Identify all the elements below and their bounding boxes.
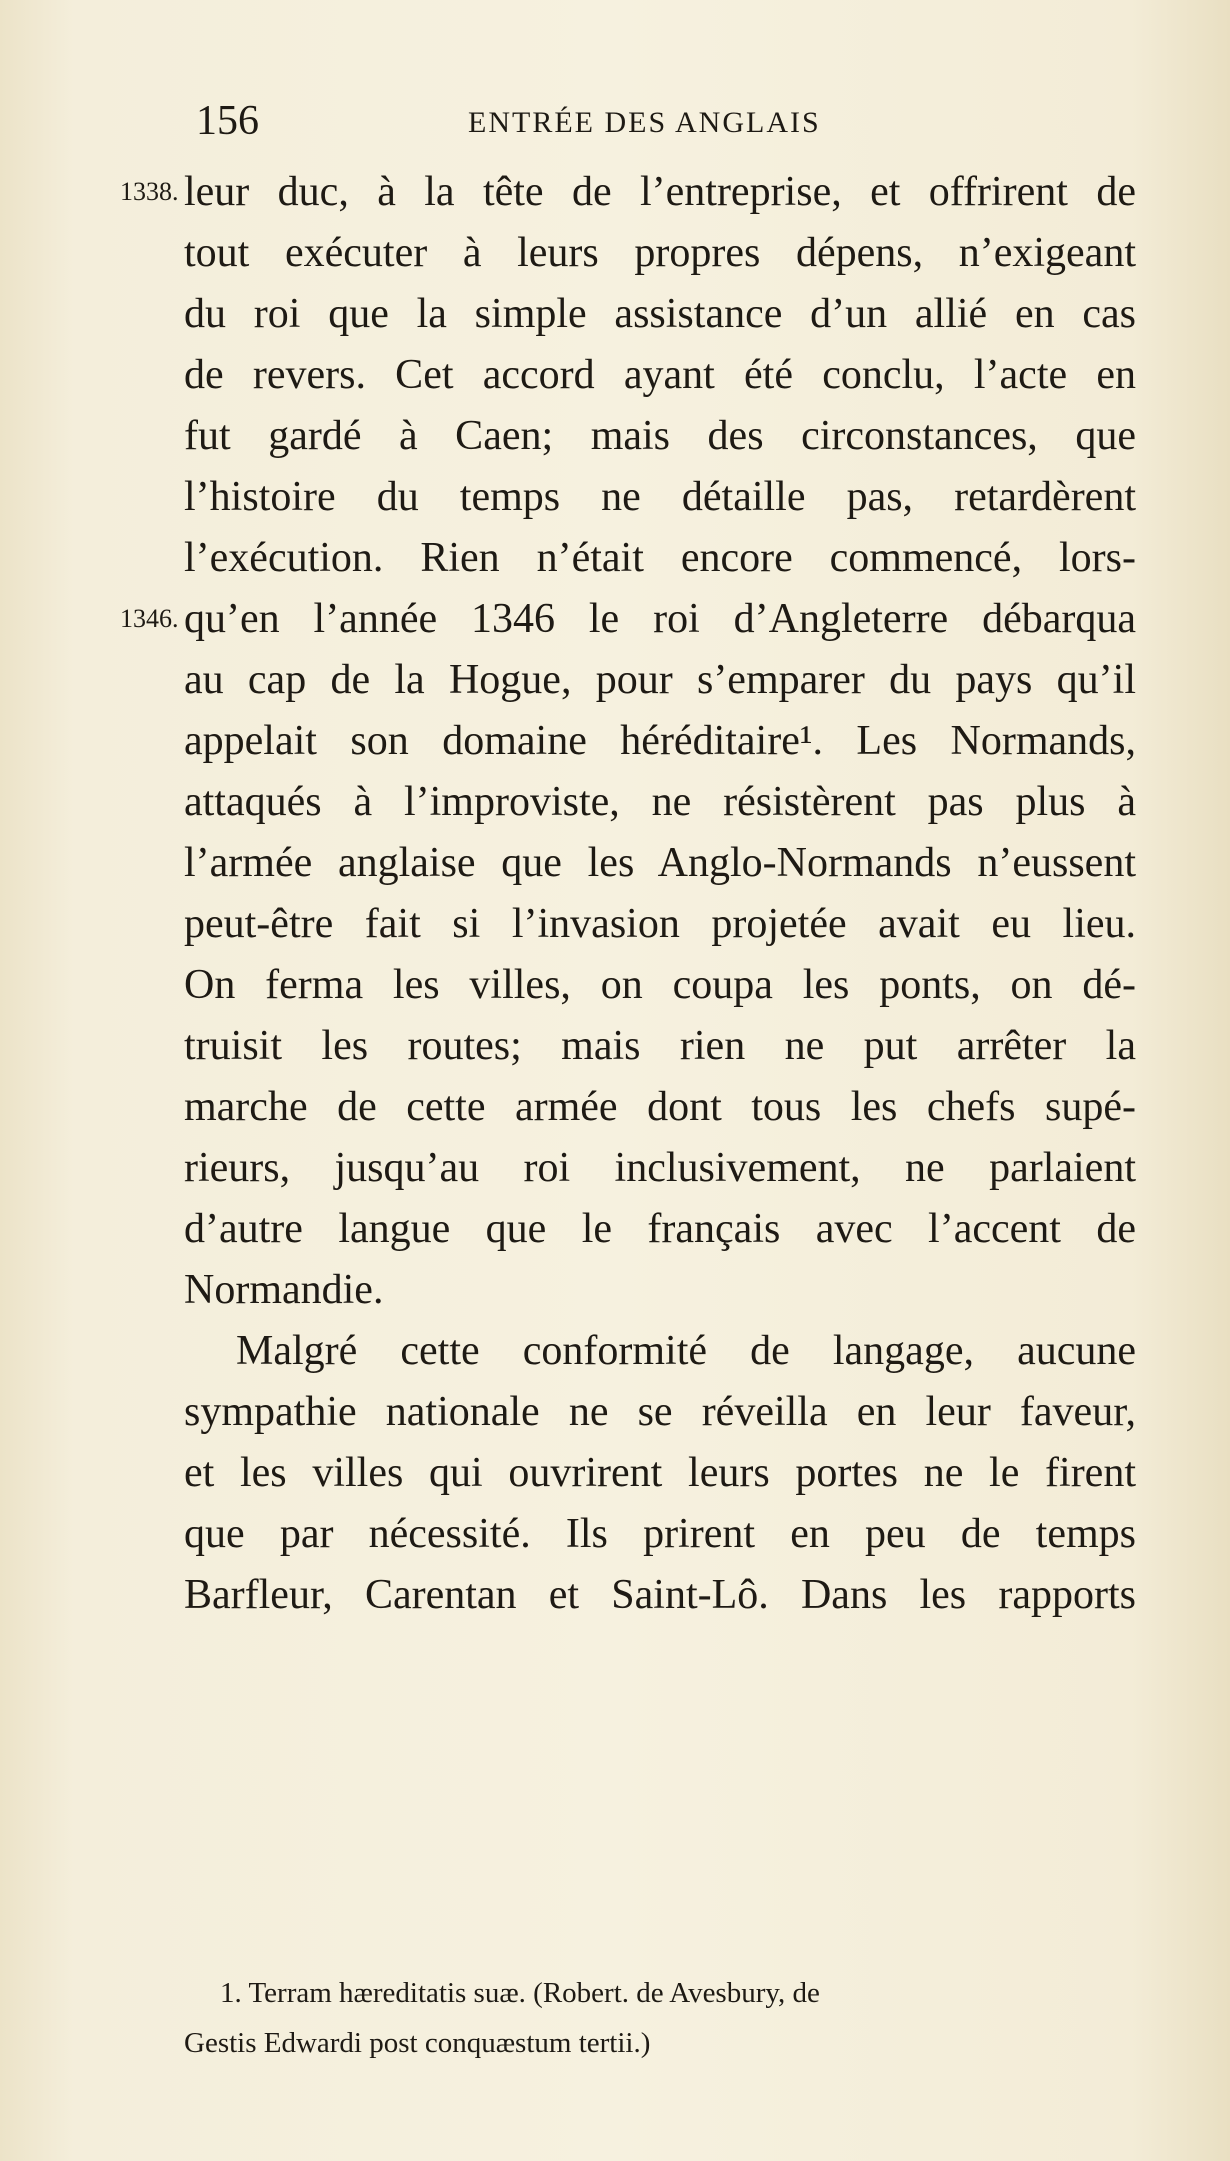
footnote	[184, 1968, 1136, 2068]
text-line: et les villes qui ouvrirent leurs portes ne le firent	[184, 1450, 1136, 1496]
text-line: que par nécessité. Ils prirent en peu de temps	[184, 1511, 1136, 1557]
main-text	[184, 162, 1136, 1626]
text-line: l’exécution. Rien n’était encore commencé, lors-	[184, 535, 1136, 581]
footnote-line: 1. Terram hæreditatis suæ. (Robert. de Avesbury, de	[220, 1977, 820, 2009]
text-line: d’autre langue que le français avec l’accent de	[184, 1206, 1136, 1252]
text-line: marche de cette armée dont tous les chefs supé-	[184, 1084, 1136, 1130]
margin-date: 1346.	[120, 604, 179, 633]
text-line: Normandie.	[184, 1267, 384, 1313]
margin-date: 1338.	[120, 177, 179, 206]
page-number: 156	[196, 98, 259, 144]
running-title: ENTRÉE DES ANGLAIS	[468, 106, 821, 139]
text-line: l’armée anglaise que les Anglo-Normands n’eussent	[184, 840, 1136, 886]
text-line: attaqués à l’improviste, ne résistèrent pas plus à	[184, 779, 1136, 825]
text-line: fut gardé à Caen; mais des circonstances, que	[184, 413, 1136, 459]
text-line: du roi que la simple assistance d’un allié en cas	[184, 291, 1136, 337]
text-line: Malgré cette conformité de langage, aucune	[236, 1328, 1136, 1374]
text-line: qu’en l’année 1346 le roi d’Angleterre débarqua	[184, 596, 1136, 642]
footnote-line: Gestis Edwardi post conquæstum tertii.)	[184, 2027, 651, 2059]
text-line: rieurs, jusqu’au roi inclusivement, ne parlaient	[184, 1145, 1136, 1191]
text-line: l’histoire du temps ne détaille pas, retardèrent	[184, 474, 1136, 520]
page-header	[0, 95, 1230, 155]
text-line: peut-être fait si l’invasion projetée avait eu lieu.	[184, 901, 1136, 947]
text-line: appelait son domaine héréditaire¹. Les Normands,	[184, 718, 1136, 764]
text-line: truisit les routes; mais rien ne put arrêter la	[184, 1023, 1136, 1069]
text-line: au cap de la Hogue, pour s’emparer du pays qu’il	[184, 657, 1136, 703]
text-line: Barfleur, Carentan et Saint-Lô. Dans les rapports	[184, 1572, 1136, 1618]
text-line: On ferma les villes, on coupa les ponts, on dé-	[184, 962, 1136, 1008]
text-line: sympathie nationale ne se réveilla en leur faveur,	[184, 1389, 1136, 1435]
text-line: de revers. Cet accord ayant été conclu, l’acte en	[184, 352, 1136, 398]
text-line: tout exécuter à leurs propres dépens, n’exigeant	[184, 230, 1136, 276]
text-line: leur duc, à la tête de l’entreprise, et offrirent de	[184, 169, 1136, 215]
